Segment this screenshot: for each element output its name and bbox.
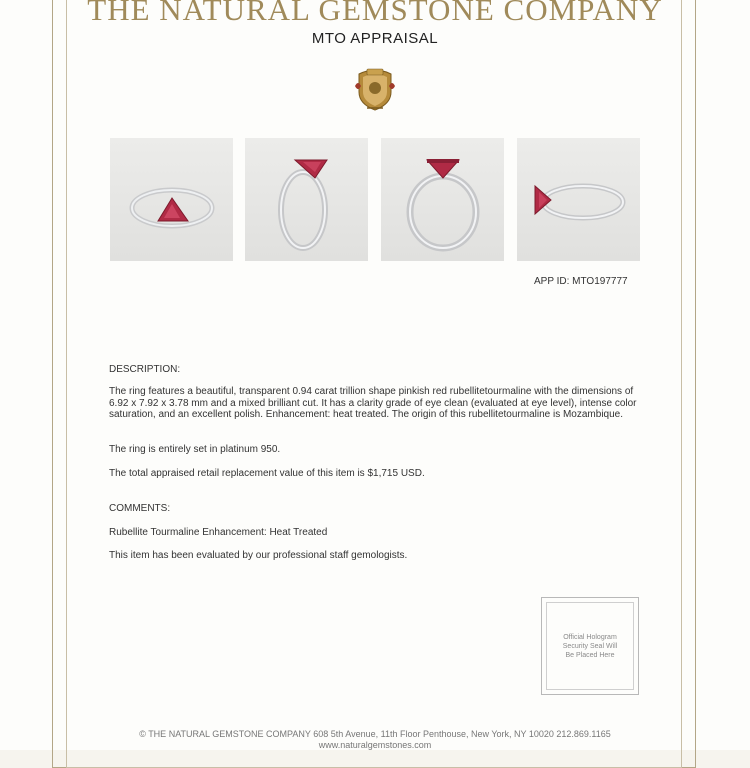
ring-photo-front-angle [110,138,233,261]
comments-heading: COMMENTS: [109,503,171,514]
description-paragraph-1: The ring features a beautiful, transparent 0.94 carat trillion shape pinkish red rubellitetourmaline with the dimensions of 6.92 x 7.92 x 3.78 mm and a mixed brilliant cut. It has a clarity grade of eye clean (evaluated at eye level), intense color saturation, and an excellent polish. Enhancement: heat treated. The origin of this rubellitetourmaline is Mozambique. [109,386,637,420]
footer [60,729,690,751]
ring-photo-side-profile [245,138,368,261]
ring-photo-front-profile [381,138,504,261]
crest-logo-icon [353,66,397,112]
description-heading: DESCRIPTION: [109,364,181,375]
ring-photo-side-angle [517,138,640,261]
seal-line-3: Be Placed Here [565,651,615,659]
app-id: APP ID: MTO197777 [534,276,628,287]
seal-line-1: Official Hologram [563,633,617,641]
document-title: MTO APPRAISAL [311,30,439,47]
hologram-seal-placeholder [541,597,639,695]
comment-1: Rubellite Tourmaline Enhancement: Heat Treated [109,527,328,538]
footer-website[interactable]: www.naturalgemstones.com [318,740,432,750]
company-name: THE NATURAL GEMSTONE COMPANY [87,0,663,27]
comment-2: This item has been evaluated by our professional staff gemologists. [109,550,408,561]
seal-line-2: Security Seal Will [562,642,618,650]
description-paragraph-3: The total appraised retail replacement value of this item is $1,715 USD. [109,468,425,479]
description-paragraph-2: The ring is entirely set in platinum 950. [109,444,281,455]
footer-address: © THE NATURAL GEMSTONE COMPANY 608 5th Avenue, 11th Floor Penthouse, New York, NY 10020 212.869.1165 [139,729,611,739]
